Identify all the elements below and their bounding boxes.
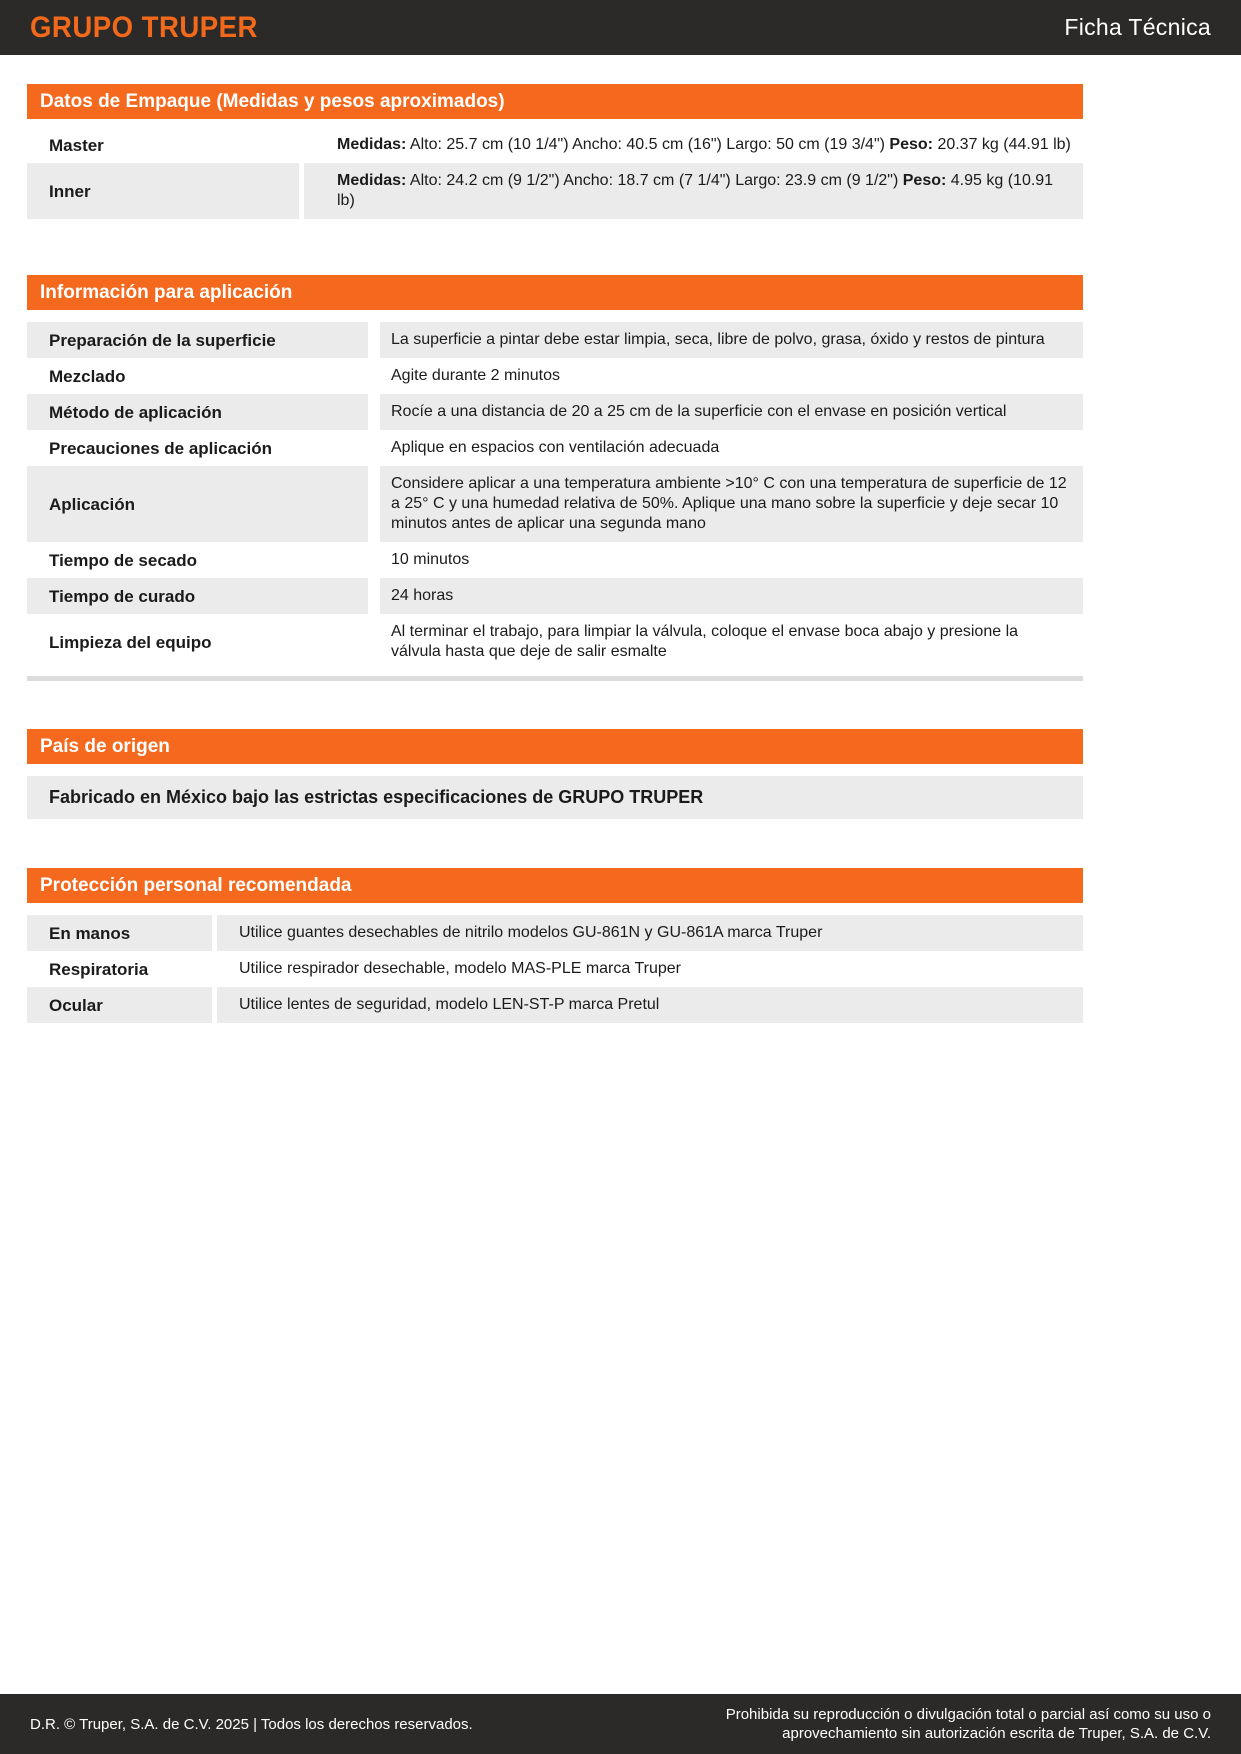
peso-label: Peso:	[902, 172, 947, 189]
row-label: Preparación de la superficie	[27, 322, 368, 358]
section-header-empaque: Datos de Empaque (Medidas y pesos aproximados)	[27, 84, 1083, 119]
row-label: Mezclado	[49, 366, 126, 386]
row-label: Respiratoria	[49, 959, 149, 979]
cell-divider	[368, 466, 380, 542]
cell-divider	[368, 358, 380, 394]
table-row	[27, 987, 1083, 1023]
medidas-label: Medidas:	[337, 172, 407, 189]
section-header-aplicacion: Información para aplicación	[27, 275, 1083, 310]
cell-divider	[368, 394, 380, 430]
row-value: Considere aplicar a una temperatura ambiente >10° C con una temperatura de superficie de 12 a 25° C y una humedad relativa de 50%. Aplique una mano sobre la superficie y deje secar 10 minutos antes de aplicar una segunda mano	[380, 466, 1083, 542]
row-value: Utilice respirador desechable, modelo MAS-PLE marca Truper	[239, 960, 681, 977]
legal-notice-text: Prohibida su reproducción o divulgación total o parcial así como su uso o aprovechamiento sin autorización escrita de Truper, S.A. de C.V.	[725, 1706, 1211, 1742]
row-label: Limpieza del equipo	[49, 632, 212, 652]
table-row-inner	[27, 163, 1083, 219]
cell-divider	[368, 578, 380, 614]
copyright-text: D.R. © Truper, S.A. de C.V. 2025 | Todos los derechos reservados.	[30, 1715, 473, 1733]
peso-label: Peso:	[889, 136, 933, 153]
row-value	[304, 163, 1083, 219]
row-label: Tiempo de curado	[27, 578, 368, 614]
empaque-table	[27, 127, 1083, 219]
table-row	[27, 578, 1083, 614]
footer-bar	[0, 1694, 1241, 1754]
table-row	[27, 915, 1083, 951]
row-label: Tiempo de secado	[49, 550, 198, 570]
table-row	[27, 322, 1083, 358]
row-value: 24 horas	[380, 578, 1083, 614]
row-value: 10 minutos	[391, 551, 470, 568]
row-value: Al terminar el trabajo, para limpiar la válvula, coloque el envase boca abajo y presione la válvula hasta que deje de salir esmalte	[391, 623, 1019, 660]
row-value: Rocíe a una distancia de 20 a 25 cm de la superficie con el envase en posición vertical	[380, 394, 1083, 430]
cell-divider	[368, 614, 380, 670]
row-label: Inner	[27, 163, 299, 219]
medidas-label: Medidas:	[337, 136, 407, 153]
table-bottom-divider	[27, 676, 1083, 681]
row-value: Utilice guantes desechables de nitrilo modelos GU-861N y GU-861A marca Truper	[217, 915, 1083, 951]
table-row	[27, 951, 1083, 987]
row-value: La superficie a pintar debe estar limpia, seca, libre de polvo, grasa, óxido y restos de pintura	[380, 322, 1083, 358]
table-row	[27, 394, 1083, 430]
page-content	[27, 84, 1083, 1023]
table-row	[27, 466, 1083, 542]
cell-divider	[368, 430, 380, 466]
row-value: Agite durante 2 minutos	[391, 367, 560, 384]
header-bar	[0, 0, 1241, 55]
row-label: Método de aplicación	[27, 394, 368, 430]
document-title: Ficha Técnica	[1064, 14, 1211, 40]
row-label: Aplicación	[27, 466, 368, 542]
row-label: En manos	[27, 915, 212, 951]
table-row	[27, 358, 1083, 394]
grupo-truper-logo: GRUPO TRUPER	[30, 10, 258, 44]
row-value: Aplique en espacios con ventilación adecuada	[391, 439, 720, 456]
row-label: Ocular	[27, 987, 212, 1023]
table-row	[27, 542, 1083, 578]
cell-divider	[368, 542, 380, 578]
table-row	[27, 614, 1083, 670]
cell-divider	[368, 322, 380, 358]
medidas-text: Alto: 24.2 cm (9 1/2") Ancho: 18.7 cm (7 1/4") Largo: 23.9 cm (9 1/2")	[409, 172, 899, 189]
table-row	[27, 430, 1083, 466]
row-label: Master	[49, 135, 104, 155]
row-value	[304, 127, 1083, 163]
section-header-origen: País de origen	[27, 729, 1083, 764]
origen-table	[27, 776, 1083, 819]
medidas-text: Alto: 25.7 cm (10 1/4") Ancho: 40.5 cm (16") Largo: 50 cm (19 3/4")	[409, 136, 885, 153]
table-row-master	[27, 127, 1083, 163]
row-label: Precauciones de aplicación	[49, 438, 272, 458]
peso-text: 4.95 kg (10.91 lb)	[337, 172, 1054, 209]
aplicacion-table	[27, 322, 1083, 670]
proteccion-table	[27, 915, 1083, 1023]
row-value: Utilice lentes de seguridad, modelo LEN-ST-P marca Pretul	[217, 987, 1083, 1023]
peso-text: 20.37 kg (44.91 lb)	[937, 136, 1071, 153]
origen-statement: Fabricado en México bajo las estrictas especificaciones de GRUPO TRUPER	[27, 776, 1083, 819]
section-header-proteccion: Protección personal recomendada	[27, 868, 1083, 903]
